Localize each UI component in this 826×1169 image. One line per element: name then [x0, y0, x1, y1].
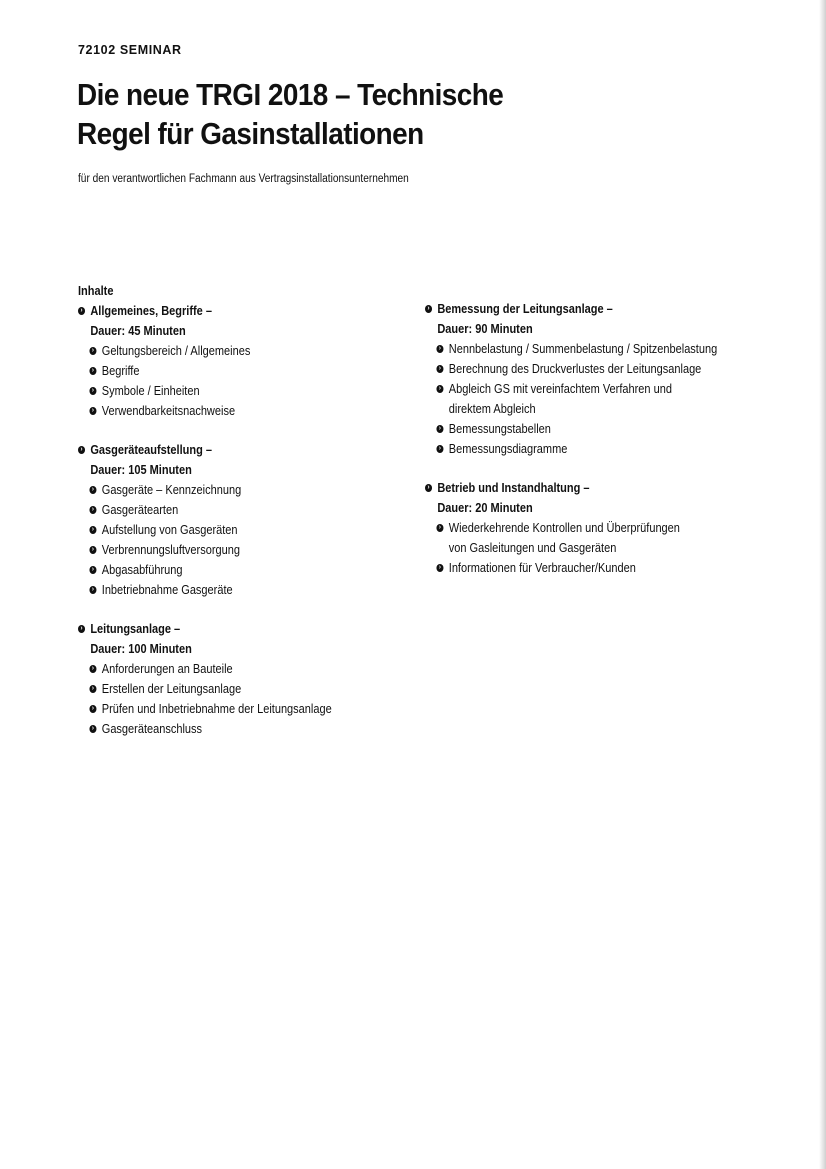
arrow-circle-icon: ›	[436, 385, 443, 393]
list-item	[89, 520, 412, 540]
arrow-circle-icon: ›	[89, 486, 96, 494]
page-title-line-2: Regel für Gasinstallationen	[77, 116, 424, 151]
topic-title	[78, 440, 412, 460]
arrow-circle-icon: ›	[89, 367, 96, 375]
list-item	[89, 341, 412, 361]
list-item	[89, 580, 412, 600]
list-item-text: Wiederkehrende Kontrollen und Überprüfungen von Gasleitungen und Gasgeräten	[448, 521, 680, 555]
topic-title	[78, 619, 412, 639]
arrow-circle-icon: ›	[425, 484, 432, 492]
topic-item-list	[78, 480, 412, 600]
list-item	[89, 540, 412, 560]
list-item-text: Symbole / Einheiten	[101, 384, 200, 398]
list-item-text: Gasgeräteanschluss	[101, 722, 203, 736]
topic-duration: Dauer: 45 Minuten	[90, 324, 186, 338]
list-item-text: Bemessungsdiagramme	[448, 442, 568, 456]
topic-title	[78, 301, 412, 321]
list-item-text: Abgleich GS mit vereinfachtem Verfahren und direktem Abgleich	[448, 382, 672, 416]
arrow-circle-icon: ›	[78, 446, 85, 454]
topic-duration: Dauer: 90 Minuten	[437, 322, 533, 336]
list-item	[436, 439, 777, 459]
arrow-circle-icon: ›	[436, 524, 443, 532]
list-item-text: Informationen für Verbraucher/Kunden	[448, 561, 636, 575]
arrow-circle-icon: ›	[78, 307, 85, 315]
list-item-text: Geltungsbereich / Allgemeines	[101, 344, 251, 358]
list-item	[436, 518, 777, 558]
page-title	[77, 75, 581, 153]
arrow-circle-icon: ›	[89, 685, 96, 693]
arrow-circle-icon: ›	[436, 564, 443, 572]
topic-section	[78, 301, 412, 421]
contents-right-column	[425, 299, 777, 597]
list-item	[89, 500, 412, 520]
list-item-text: Begriffe	[101, 364, 140, 378]
right-sections	[425, 299, 777, 578]
list-item	[436, 419, 777, 439]
arrow-circle-icon: ›	[436, 345, 443, 353]
list-item-text: Verbrennungsluftversorgung	[101, 543, 240, 557]
contents-heading: Inhalte	[78, 284, 114, 298]
topic-section	[78, 619, 412, 739]
topic-item-list	[78, 659, 412, 739]
arrow-circle-icon: ›	[89, 526, 96, 534]
list-item-text: Inbetriebnahme Gasgeräte	[101, 583, 233, 597]
list-item	[89, 381, 412, 401]
list-item	[89, 679, 412, 699]
list-item-text: Gasgerätearten	[101, 503, 179, 517]
topic-duration: Dauer: 105 Minuten	[90, 463, 192, 477]
topic-title-text: Bemessung der Leitungsanlage –	[437, 302, 613, 316]
left-sections	[78, 301, 412, 739]
topic-section	[425, 478, 777, 578]
arrow-circle-icon: ›	[89, 387, 96, 395]
arrow-circle-icon: ›	[436, 365, 443, 373]
list-item-text: Nennbelastung / Summenbelastung / Spitzenbelastung	[448, 342, 718, 356]
page-title-line-1: Die neue TRGI 2018 – Technische	[77, 77, 504, 112]
list-item	[436, 359, 777, 379]
topic-title	[425, 299, 777, 319]
topic-title-text: Betrieb und Instandhaltung –	[437, 481, 590, 495]
list-item	[436, 339, 777, 359]
list-item	[89, 659, 412, 679]
list-item	[89, 719, 412, 739]
list-item	[89, 480, 412, 500]
arrow-circle-icon: ›	[89, 407, 96, 415]
topic-section	[78, 440, 412, 600]
list-item-text: Gasgeräte – Kennzeichnung	[101, 483, 242, 497]
arrow-circle-icon: ›	[89, 586, 96, 594]
topic-title-text: Allgemeines, Begriffe –	[90, 304, 212, 318]
arrow-circle-icon: ›	[436, 425, 443, 433]
arrow-circle-icon: ›	[425, 305, 432, 313]
topic-title	[425, 478, 777, 498]
list-item-text: Aufstellung von Gasgeräten	[101, 523, 238, 537]
list-item	[89, 361, 412, 381]
list-item-text: Erstellen der Leitungsanlage	[101, 682, 242, 696]
arrow-circle-icon: ›	[78, 625, 85, 633]
list-item	[436, 558, 777, 578]
topic-duration: Dauer: 100 Minuten	[90, 642, 192, 656]
list-item	[436, 379, 777, 419]
contents-left-column	[78, 281, 412, 758]
target-audience: für den verantwortlichen Fachmann aus Vertragsinstallationsunternehmen	[78, 173, 409, 185]
list-item-text: Berechnung des Druckverlustes der Leitungsanlage	[448, 362, 702, 376]
arrow-circle-icon: ›	[89, 665, 96, 673]
topic-item-list	[425, 518, 777, 578]
arrow-circle-icon: ›	[89, 566, 96, 574]
list-item-text: Anforderungen an Bauteile	[101, 662, 233, 676]
page-edge-shadow	[819, 0, 826, 1169]
list-item	[89, 699, 412, 719]
topic-item-list	[78, 341, 412, 421]
list-item-text: Bemessungstabellen	[448, 422, 551, 436]
arrow-circle-icon: ›	[89, 347, 96, 355]
list-item-text: Prüfen und Inbetriebnahme der Leitungsanlage	[101, 702, 332, 716]
topic-title-text: Gasgeräteaufstellung –	[90, 443, 212, 457]
arrow-circle-icon: ›	[89, 506, 96, 514]
seminar-code: 72102 SEMINAR	[78, 43, 182, 57]
list-item-text: Verwendbarkeitsnachweise	[101, 404, 236, 418]
topic-item-list	[425, 339, 777, 459]
topic-title-text: Leitungsanlage –	[90, 622, 181, 636]
arrow-circle-icon: ›	[436, 445, 443, 453]
topic-duration: Dauer: 20 Minuten	[437, 501, 533, 515]
arrow-circle-icon: ›	[89, 546, 96, 554]
list-item-text: Abgasabführung	[101, 563, 183, 577]
arrow-circle-icon: ›	[89, 705, 96, 713]
topic-section	[425, 299, 777, 459]
list-item	[89, 401, 412, 421]
list-item	[89, 560, 412, 580]
arrow-circle-icon: ›	[89, 725, 96, 733]
